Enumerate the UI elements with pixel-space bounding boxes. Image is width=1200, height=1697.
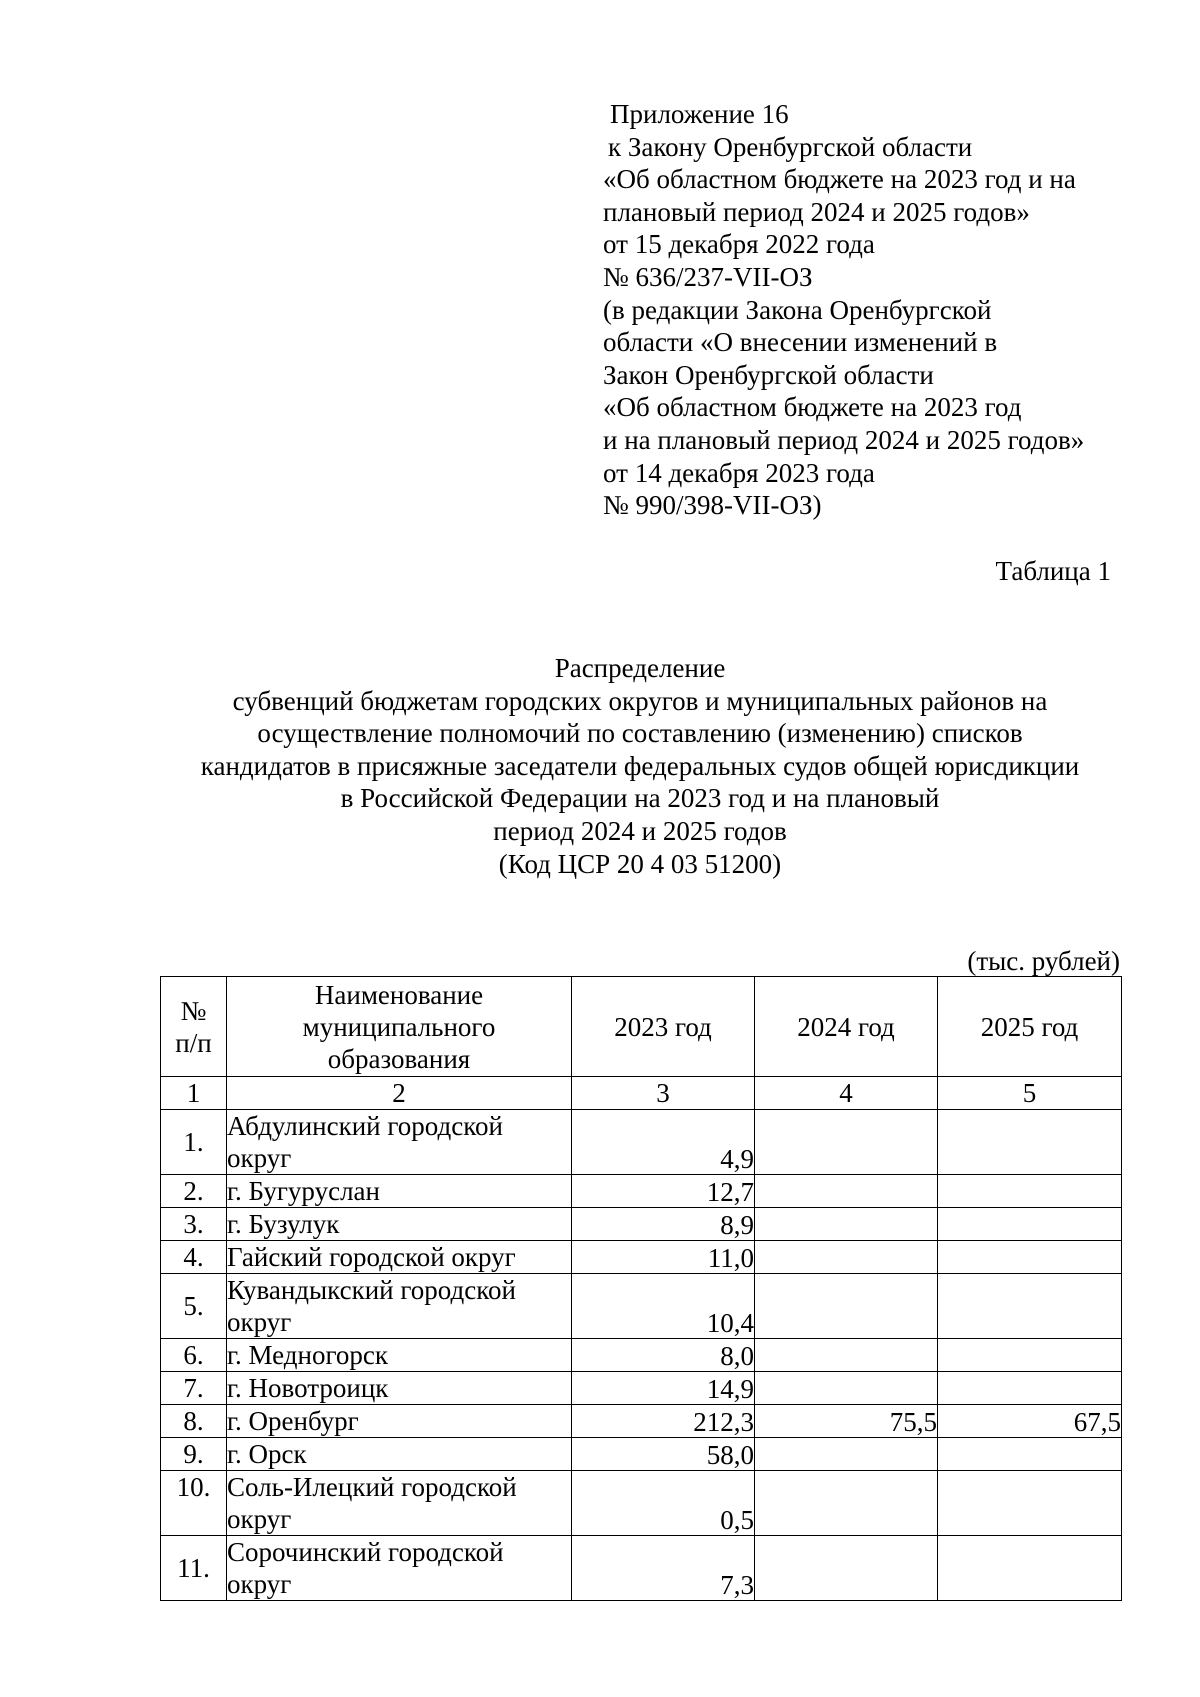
municipality-name [227, 1274, 572, 1339]
value-2024 [755, 1274, 938, 1339]
value-2025 [938, 1438, 1122, 1471]
column-number: 4 [755, 1077, 938, 1110]
value-2024 [755, 1471, 938, 1536]
value-2023: 212,3 [572, 1405, 755, 1438]
title-line: в Российской Федерации на 2023 год и на плановый [340, 783, 940, 814]
header-row [161, 977, 1122, 1077]
table-row [161, 1110, 1122, 1175]
column-number: 5 [938, 1077, 1122, 1110]
appendix-line: № 990/398-VII-ОЗ) [603, 490, 822, 521]
appendix-line: (в редакции Закона Оренбургской [603, 294, 992, 325]
table-row [161, 1536, 1122, 1601]
column-number: 1 [161, 1077, 227, 1110]
column-number-row [161, 1077, 1122, 1110]
row-number: 9. [161, 1438, 227, 1471]
table-label: Таблица 1 [995, 556, 1111, 586]
value-2024 [755, 1372, 938, 1405]
municipality-name: Гайский городской округ [227, 1241, 572, 1274]
appendix-line: Приложение 16 [610, 99, 789, 129]
municipality-name: г. Орск [227, 1438, 572, 1471]
units-label: (тыс. рублей) [967, 946, 1120, 976]
municipality-name: г. Бугуруслан [227, 1175, 572, 1208]
value-2024 [755, 1208, 938, 1241]
table-row [161, 1208, 1122, 1241]
header-num-line: № [180, 995, 207, 1026]
header-name [227, 977, 572, 1077]
value-2025 [938, 1241, 1122, 1274]
value-2025 [938, 1110, 1122, 1175]
municipality-name: г. Оренбург [227, 1405, 572, 1438]
value-2024 [755, 1175, 938, 1208]
title-line: (Код ЦСР 20 4 03 51200) [498, 848, 782, 879]
appendix-line: Закон Оренбургской области [603, 359, 934, 390]
column-number: 2 [227, 1077, 572, 1110]
value-2023: 8,0 [572, 1339, 755, 1372]
header-2024: 2024 год [755, 977, 938, 1077]
municipality-name-line: округ [227, 1569, 292, 1599]
municipality-name-line: округ [227, 1307, 292, 1337]
value-2023: 7,3 [572, 1536, 755, 1601]
header-num-line: п/п [175, 1027, 212, 1058]
appendix-line: «Об областном бюджете на 2023 год [603, 392, 1022, 423]
table-row [161, 1339, 1122, 1372]
table-row [161, 1241, 1122, 1274]
value-2025 [938, 1339, 1122, 1372]
row-number: 2. [161, 1175, 227, 1208]
column-number: 3 [572, 1077, 755, 1110]
appendix-line: и на плановый период 2024 и 2025 годов» [603, 424, 1085, 455]
header-num [161, 977, 227, 1077]
value-2024 [755, 1241, 938, 1274]
value-2025 [938, 1274, 1122, 1339]
title-line: период 2024 и 2025 годов [493, 815, 787, 846]
value-2023: 14,9 [572, 1372, 755, 1405]
value-2023: 10,4 [572, 1274, 755, 1339]
row-number: 6. [161, 1339, 227, 1372]
municipality-name: г. Бузулук [227, 1208, 572, 1241]
title-line: субвенций бюджетам городских округов и муниципальных районов на [232, 685, 1048, 716]
appendix-reference [603, 98, 1123, 522]
subvention-table [160, 976, 1122, 1601]
row-number: 7. [161, 1372, 227, 1405]
row-number: 11. [161, 1536, 227, 1601]
header-name-line: образования [327, 1043, 471, 1074]
table-row [161, 1471, 1122, 1536]
value-2025 [938, 1208, 1122, 1241]
title-line: кандидатов в присяжные заседатели федеральных судов общей юрисдикции [200, 750, 1080, 781]
table-row [161, 1438, 1122, 1471]
value-2024 [755, 1536, 938, 1601]
municipality-name-line: Соль-Илецкий городской [227, 1472, 517, 1502]
appendix-line: от 15 декабря 2022 года [603, 229, 875, 260]
title-line: осуществление полномочий по составлению (изменению) списков [257, 718, 1023, 749]
municipality-name [227, 1110, 572, 1175]
value-2023: 0,5 [572, 1471, 755, 1536]
municipality-name-line: Сорочинский городской [227, 1537, 504, 1567]
appendix-line: к Закону Оренбургской области [608, 131, 973, 162]
municipality-name: г. Новотроицк [227, 1372, 572, 1405]
value-2023: 11,0 [572, 1241, 755, 1274]
value-2024 [755, 1339, 938, 1372]
municipality-name [227, 1536, 572, 1601]
value-2024 [755, 1438, 938, 1471]
value-2024: 75,5 [755, 1405, 938, 1438]
appendix-line: № 636/237-VII-ОЗ [603, 261, 813, 292]
row-number: 8. [161, 1405, 227, 1438]
value-2023: 12,7 [572, 1175, 755, 1208]
value-2025 [938, 1175, 1122, 1208]
appendix-line: плановый период 2024 и 2025 годов» [603, 196, 1030, 227]
header-2025: 2025 год [938, 977, 1122, 1077]
row-number: 3. [161, 1208, 227, 1241]
municipality-name-line: Кувандыкский городской [227, 1275, 516, 1305]
table-row [161, 1274, 1122, 1339]
row-number: 5. [161, 1274, 227, 1339]
value-2023: 8,9 [572, 1208, 755, 1241]
value-2025: 67,5 [938, 1405, 1122, 1438]
value-2023: 58,0 [572, 1438, 755, 1471]
table-row [161, 1405, 1122, 1438]
value-2025 [938, 1372, 1122, 1405]
appendix-line: области «О внесении изменений в [603, 327, 998, 358]
value-2023: 4,9 [572, 1110, 755, 1175]
header-2023: 2023 год [572, 977, 755, 1077]
title-line: Распределение [554, 653, 726, 683]
appendix-line: от 14 декабря 2023 года [603, 457, 875, 488]
header-name-line: муниципального [302, 1011, 496, 1042]
value-2025 [938, 1536, 1122, 1601]
municipality-name-line: округ [227, 1504, 292, 1534]
value-2025 [938, 1471, 1122, 1536]
document-title [120, 652, 1160, 880]
row-number: 10. [161, 1471, 227, 1536]
row-number: 4. [161, 1241, 227, 1274]
row-number: 1. [161, 1110, 227, 1175]
table-row [161, 1372, 1122, 1405]
municipality-name: г. Медногорск [227, 1339, 572, 1372]
value-2024 [755, 1110, 938, 1175]
table-row [161, 1175, 1122, 1208]
municipality-name [227, 1471, 572, 1536]
municipality-name-line: Абдулинский городской [227, 1111, 503, 1141]
appendix-line: «Об областном бюджете на 2023 год и на [603, 164, 1076, 195]
header-name-line: Наименование [314, 979, 484, 1010]
municipality-name-line: округ [227, 1143, 292, 1173]
